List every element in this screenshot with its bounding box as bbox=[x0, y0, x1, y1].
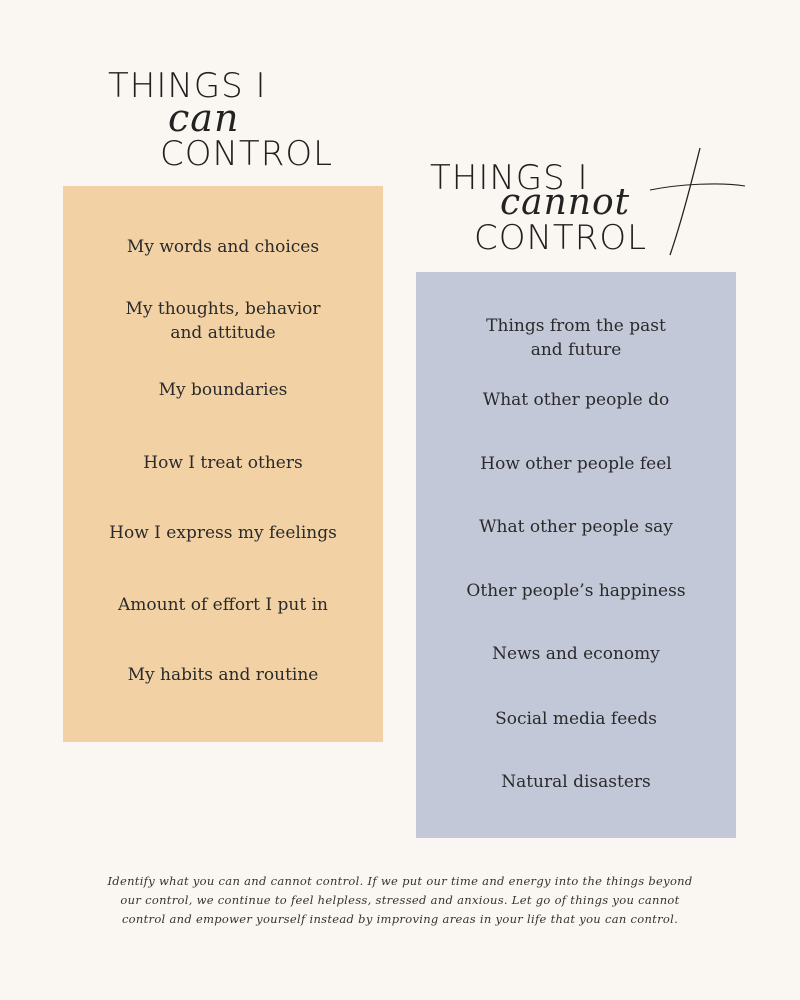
can-item: How I express my feelings bbox=[109, 523, 337, 543]
can-heading-script-word: can bbox=[168, 96, 240, 140]
cannot-item: Social media feeds bbox=[495, 709, 657, 729]
cannot-item: What other people say bbox=[479, 517, 673, 537]
can-control-panel bbox=[63, 186, 383, 742]
cannot-item: Other people’s happiness bbox=[466, 581, 686, 601]
can-item: My boundaries bbox=[158, 380, 288, 400]
can-item: My thoughts, behavior and attitude bbox=[125, 299, 321, 343]
cannot-control-heading bbox=[400, 130, 800, 270]
cannot-item: News and economy bbox=[492, 644, 660, 664]
cannot-heading-line2: CONTROL bbox=[474, 218, 648, 258]
can-item: How I treat others bbox=[143, 453, 303, 473]
can-item: My habits and routine bbox=[127, 665, 319, 685]
cannot-item: Natural disasters bbox=[501, 772, 651, 792]
can-heading-line2: CONTROL bbox=[160, 134, 334, 174]
cannot-item: How other people feel bbox=[480, 454, 672, 474]
cannot-item: What other people do bbox=[482, 390, 670, 410]
can-item: My words and choices bbox=[126, 237, 320, 257]
cannot-item: Things from the past and future bbox=[486, 316, 666, 360]
footer-note: Identify what you can and cannot control. If we put our time and energy into the things beyond our control, we continue to feel helpless, stressed and anxious. Let go of things you cannot control and empower yourself instead by improving areas in your life that you can control. bbox=[107, 874, 693, 926]
can-heading-line1: THINGS I bbox=[108, 66, 267, 106]
can-item: Amount of effort I put in bbox=[117, 595, 328, 615]
cannot-heading-script-word: cannot bbox=[500, 182, 631, 223]
cannot-control-panel bbox=[416, 272, 736, 838]
cannot-heading-line1: THINGS I bbox=[430, 158, 589, 198]
script-flourish-icon bbox=[640, 140, 760, 260]
can-control-heading bbox=[0, 0, 400, 180]
